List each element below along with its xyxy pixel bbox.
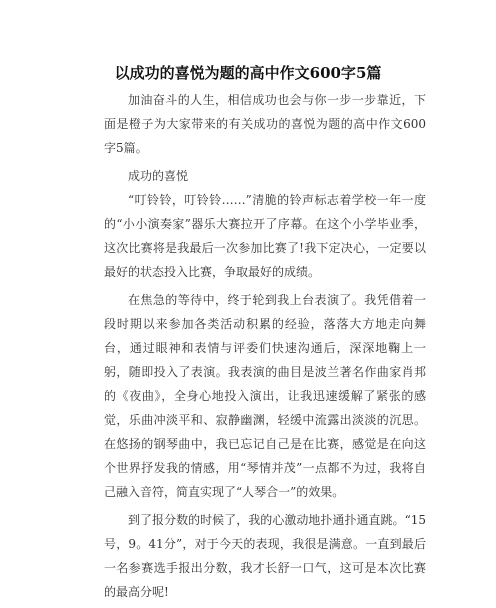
intro-paragraph: 加油奋斗的人生，相信成功也会与你一步一步靠近，下面是橙子为大家带来的有关成功的喜悦为题的高中作文600字5篇。 <box>104 93 426 155</box>
body-paragraph: 到了报分数的时候了，我的心激动地扑通扑通直跳。“15号，9。41分”，对于今天的表现，我很是满意。一直到最后一名参赛选手报出分数，我才长舒一口气，这可是本次比赛的最高分呢! <box>104 513 426 599</box>
body-paragraph: 在焦急的等待中，终于轮到我上台表演了。我凭借着一段时期以来参加各类活动积累的经验，落落大方地走向舞台，通过眼神和表情与评委们快速沟通后，深深地鞠上一躬，随即投入了表演。我表演的曲目是波兰著名作曲家肖邦的《夜曲》，全身心地投入演出，让我迅速缓解了紧张的感觉，乐曲冲淡平和、寂静幽渊，轻缓中流露出淡淡的沉思。在悠扬的钢琴曲中，我已忘记自己是在比赛，感觉是在向这个世界抒发我的情感，用“琴情并茂”一点都不为过，我将自己融入音符，简直实现了“人琴合一”的效果。 <box>104 293 426 499</box>
section-heading: 成功的喜悦 <box>128 169 189 183</box>
article-title: 以成功的喜悦为题的高中作文600字5篇 <box>114 64 382 82</box>
body-paragraph: “叮铃铃，叮铃铃……”清脆的铃声标志着学校一年一度的“小小演奏家”器乐大赛拉开了序幕。在这个小学毕业季，这次比赛将是我最后一次参加比赛了!我下定决心，一定要以最好的状态投入比赛，争取最好的成绩。 <box>104 193 426 279</box>
article-body <box>104 88 426 608</box>
